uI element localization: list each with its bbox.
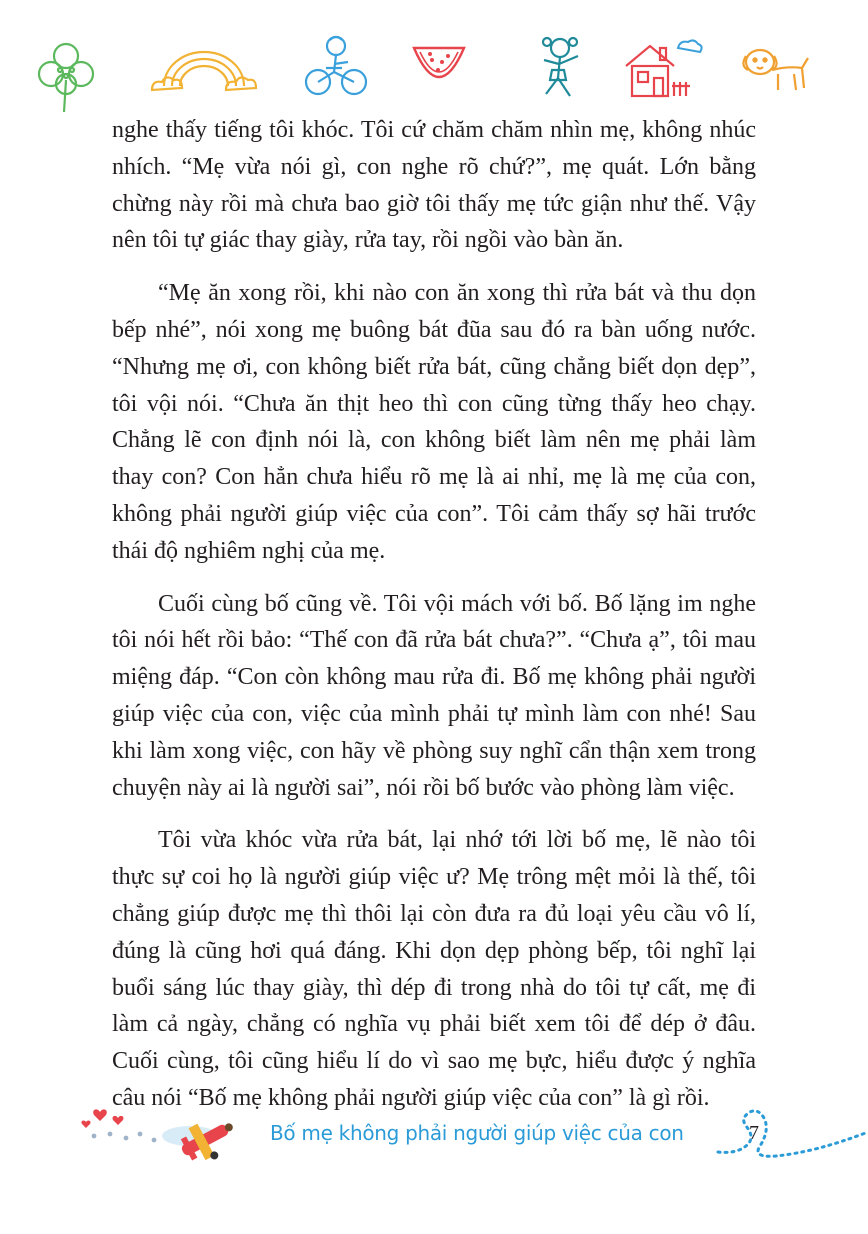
paragraph: nghe thấy tiếng tôi khóc. Tôi cứ chăm chăm nhìn mẹ, không nhúc nhích. “Mẹ vừa nói gì, con nghe rõ chứ?”, mẹ quát. Lớn bằng chừng này rồi mà chưa bao giờ tôi thấy mẹ tức giận như thế. Vậy nên tôi tự giác thay giày, rửa tay, rồi ngồi vào bàn ăn. xyxy=(112,117,756,254)
paragraph: “Mẹ ăn xong rồi, khi nào con ăn xong thì rửa bát và thu dọn bếp nhé”, nói xong mẹ buông bát đũa sau đó ra bàn uống nước. “Nhưng mẹ ơi, con không biết rửa bát, cũng chẳng biết dọn dẹp”, tôi vội nói. “Chưa ăn thịt heo thì con cũng từng thấy heo chạy. Chẳng lẽ con định nói là, con không biết làm nên mẹ phải làm thay con? Con hẳn chưa hiểu rõ mẹ là ai nhỉ, mẹ là mẹ của con, không phải người giúp việc của con”. Tôi cảm thấy sợ hãi trước thái độ nghiêm nghị của mẹ. xyxy=(112,280,756,564)
house-icon xyxy=(620,38,704,100)
rainbow-icon xyxy=(148,42,258,98)
dotted-swirl xyxy=(716,1102,868,1162)
page-footer xyxy=(0,1080,868,1190)
cyclist-icon xyxy=(302,34,368,98)
puppy-icon xyxy=(738,44,818,96)
footer-title: Bố mẹ không phải người giúp việc của con xyxy=(270,1121,684,1145)
dancing-girl-icon xyxy=(530,34,592,104)
watermelon-icon xyxy=(410,40,468,92)
body-text xyxy=(112,112,756,1133)
airplane-icon xyxy=(150,1104,250,1170)
page-number: 7 xyxy=(749,1122,759,1144)
paragraph: Cuối cùng bố cũng về. Tôi vội mách với bố. Bố lặng im nghe tôi nói hết rồi bảo: “Thế con đã rửa bát chưa?”. “Chưa ạ”, tôi mau miệng đáp. “Con còn không mau rửa đi. Bố mẹ không phải người giúp việc của con, việc của mình phải tự mình làm con nhé! Sau khi làm xong việc, con hãy về phòng suy nghĩ cẩn thận xem trong chuyện này ai là người sai”, nói rồi bố bước vào phòng làm việc. xyxy=(112,590,756,801)
header-doodles xyxy=(0,34,868,114)
paragraph: Tôi vừa khóc vừa rửa bát, lại nhớ tới lời bố mẹ, lẽ nào tôi thực sự coi họ là người giúp việc ư? Mẹ trông mệt mỏi là thế, tôi chẳng giúp được mẹ thì thôi lại còn đưa ra đủ loại yêu cầu vô lí, đúng là cũng hơi quá đáng. Khi dọn dẹp phòng bếp, tôi nghĩ lại buổi sáng lúc thay giày, thì dép đi trong nhà do tôi tự cất, mẹ đi làm cả ngày, chẳng có nghĩa vụ phải biết xem tôi để dép ở đâu. Cuối cùng, tôi cũng hiểu lí do vì sao mẹ bực, hiểu được ý nghĩa câu nói “Bố mẹ không phải người giúp việc của con” là gì rồi. xyxy=(112,827,756,1111)
clover-icon xyxy=(34,40,98,114)
